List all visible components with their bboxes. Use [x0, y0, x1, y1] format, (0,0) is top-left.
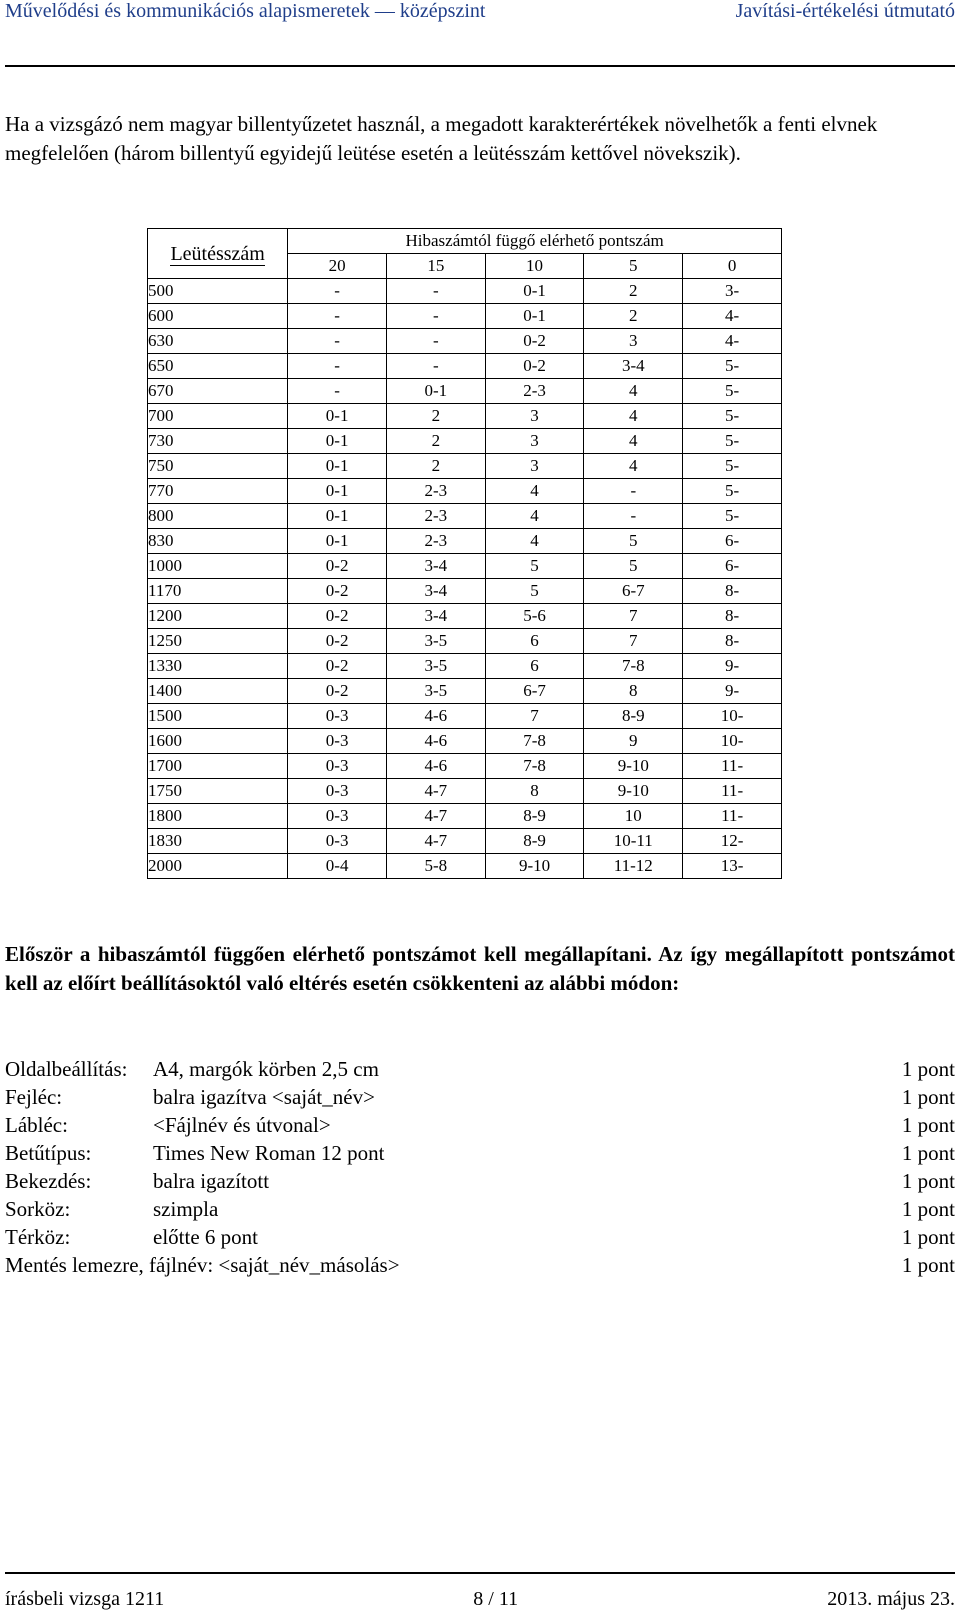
points-cell: -	[288, 304, 387, 329]
points-cell: 8-	[683, 604, 782, 629]
points-cell: 4-6	[386, 754, 485, 779]
points-cell: 7	[584, 604, 683, 629]
points-cell: -	[288, 379, 387, 404]
points-cell: 2-3	[485, 379, 584, 404]
page-header	[5, 0, 955, 30]
table-row	[148, 804, 782, 829]
table-row	[148, 454, 782, 479]
keystroke-cell: 1200	[148, 604, 288, 629]
table-row	[148, 779, 782, 804]
points-cell: 5-	[683, 354, 782, 379]
deduction-row	[5, 1055, 955, 1083]
score-table	[147, 228, 782, 879]
points-cell: -	[584, 479, 683, 504]
points-cell: 3-5	[386, 654, 485, 679]
points-cell: 0-2	[288, 629, 387, 654]
points-cell: 4-6	[386, 704, 485, 729]
header-subject: Művelődési és kommunikációs alapismeretek — középszint	[5, 0, 486, 22]
points-cell: 4	[485, 504, 584, 529]
points-cell: 0-2	[288, 579, 387, 604]
deduction-points: 1 pont	[901, 1197, 955, 1221]
points-cell: 3-4	[386, 604, 485, 629]
keystroke-cell: 2000	[148, 854, 288, 879]
table-row	[148, 479, 782, 504]
deduction-row	[5, 1111, 955, 1139]
keystroke-cell: 650	[148, 354, 288, 379]
intro-paragraph: Ha a vizsgázó nem magyar billentyűzetet használ, a megadott karakterértékek növelhetők a fenti elvnek megfelelően (három billentyű egyidejű leütése esetén a leütésszám kettővel növekszik).	[5, 112, 878, 165]
points-cell: 10-	[683, 704, 782, 729]
deduction-label: Térköz:	[5, 1225, 71, 1249]
deduction-label: Betűtípus:	[5, 1141, 92, 1165]
keystroke-cell: 1700	[148, 754, 288, 779]
points-cell: 4	[485, 479, 584, 504]
keystroke-cell: 830	[148, 529, 288, 554]
deduction-row	[5, 1167, 955, 1195]
points-cell: 8-	[683, 629, 782, 654]
deduction-points: 1 pont	[901, 1225, 955, 1249]
points-cell: 8-9	[584, 704, 683, 729]
points-cell: 2	[386, 454, 485, 479]
points-cell: 10-	[683, 729, 782, 754]
points-cell: 6-7	[485, 679, 584, 704]
deduction-value: előtte 6 pont	[153, 1225, 258, 1249]
points-cell: 3-5	[386, 679, 485, 704]
points-cell: 8-9	[485, 804, 584, 829]
keystroke-cell: 1250	[148, 629, 288, 654]
points-cell: 5	[584, 554, 683, 579]
points-cell: 5-	[683, 454, 782, 479]
keystroke-cell: 1000	[148, 554, 288, 579]
footer-date: 2013. május 23.	[827, 1588, 955, 1610]
points-cell: 5-	[683, 429, 782, 454]
points-cell: 11-	[683, 804, 782, 829]
points-cell: 6-	[683, 529, 782, 554]
points-cell: 5-	[683, 379, 782, 404]
points-cell: 11-	[683, 754, 782, 779]
keystroke-cell: 1500	[148, 704, 288, 729]
points-cell: 0-1	[288, 404, 387, 429]
table-row	[148, 329, 782, 354]
footer-exam-code: írásbeli vizsga 1211	[5, 1588, 165, 1610]
points-cell: 7-8	[485, 729, 584, 754]
points-cell: 9-10	[485, 854, 584, 879]
deduction-label: Sorköz:	[5, 1197, 71, 1221]
points-cell: 0-3	[288, 729, 387, 754]
points-cell: -	[386, 329, 485, 354]
points-cell: 4-7	[386, 804, 485, 829]
points-cell: 4	[584, 454, 683, 479]
points-cell: 5-	[683, 504, 782, 529]
points-cell: 9-	[683, 654, 782, 679]
table-row	[148, 854, 782, 879]
table-row	[148, 579, 782, 604]
keystroke-cell: 1800	[148, 804, 288, 829]
points-cell: 11-12	[584, 854, 683, 879]
deduction-value: balra igazítva <saját_név>	[153, 1085, 375, 1109]
table-row	[148, 679, 782, 704]
points-cell: 0-1	[288, 429, 387, 454]
table-row	[148, 504, 782, 529]
keystroke-cell: 700	[148, 404, 288, 429]
keystroke-column-header: Leütésszám	[148, 229, 288, 279]
points-cell: 7	[485, 704, 584, 729]
keystroke-cell: 600	[148, 304, 288, 329]
points-cell: 8-9	[485, 829, 584, 854]
points-cell: 8	[485, 779, 584, 804]
points-cell: 0-2	[288, 554, 387, 579]
points-cell: 0-1	[288, 479, 387, 504]
deduction-points: 1 pont	[901, 1057, 955, 1081]
keystroke-cell: 800	[148, 504, 288, 529]
deduction-value: szimpla	[153, 1197, 219, 1221]
points-cell: 0-3	[288, 804, 387, 829]
points-cell: 3	[485, 429, 584, 454]
points-cell: 0-3	[288, 779, 387, 804]
points-cell: 3-4	[584, 354, 683, 379]
points-cell: 2	[584, 279, 683, 304]
points-cell: 0-1	[386, 379, 485, 404]
error-points-header: Hibaszámtól függő elérhető pontszám	[288, 229, 782, 254]
deduction-row-save	[5, 1251, 955, 1279]
keystroke-cell: 500	[148, 279, 288, 304]
header-divider	[5, 65, 955, 67]
deduction-value: balra igazított	[153, 1169, 270, 1193]
table-row	[148, 379, 782, 404]
points-cell: 3-4	[386, 579, 485, 604]
points-cell: 13-	[683, 854, 782, 879]
points-cell: -	[288, 354, 387, 379]
points-cell: 4	[584, 379, 683, 404]
deduction-row	[5, 1195, 955, 1223]
deduction-label: Fejléc:	[5, 1085, 63, 1109]
points-cell: 5-	[683, 404, 782, 429]
points-cell: 0-3	[288, 704, 387, 729]
points-cell: 0-1	[485, 304, 584, 329]
deduction-list	[5, 1055, 955, 1279]
points-cell: 9	[584, 729, 683, 754]
keystroke-cell: 770	[148, 479, 288, 504]
points-cell: -	[386, 354, 485, 379]
table-row	[148, 429, 782, 454]
keystroke-cell: 730	[148, 429, 288, 454]
points-cell: 4-7	[386, 779, 485, 804]
deduction-save-label: Mentés lemezre, fájlnév: <saját_név_másolás>	[5, 1253, 400, 1277]
deduction-label: Bekezdés:	[5, 1169, 92, 1193]
error-count-column-10: 10	[485, 254, 584, 279]
table-row	[148, 654, 782, 679]
points-cell: 4-6	[386, 729, 485, 754]
points-cell: 11-	[683, 779, 782, 804]
deduction-points: 1 pont	[901, 1141, 955, 1165]
points-cell: 4	[584, 404, 683, 429]
keystroke-cell: 1750	[148, 779, 288, 804]
points-cell: 5	[584, 529, 683, 554]
deduction-row	[5, 1139, 955, 1167]
points-cell: 9-10	[584, 779, 683, 804]
keystroke-cell: 670	[148, 379, 288, 404]
table-row	[148, 829, 782, 854]
error-count-column-15: 15	[386, 254, 485, 279]
points-cell: 0-4	[288, 854, 387, 879]
table-row	[148, 354, 782, 379]
table-row	[148, 754, 782, 779]
error-count-column-0: 0	[683, 254, 782, 279]
deduction-label: Oldalbeállítás:	[5, 1057, 128, 1081]
points-cell: 4	[584, 429, 683, 454]
points-cell: 4-	[683, 329, 782, 354]
table-row	[148, 729, 782, 754]
footer-page-number: 8 / 11	[473, 1588, 519, 1610]
keystroke-cell: 1170	[148, 579, 288, 604]
instruction-paragraph: Először a hibaszámtól függően elérhető pontszámot kell megállapítani. Az így megállapított pontszámot kell az előírt beállításoktól való eltérés esetén csökkenteni az alábbi módon:	[5, 942, 955, 995]
header-document-type: Javítási-értékelési útmutató	[735, 0, 955, 22]
deduction-points: 1 pont	[901, 1169, 955, 1193]
deduction-points: 1 pont	[901, 1113, 955, 1137]
points-cell: 0-1	[288, 529, 387, 554]
points-cell: 0-1	[485, 279, 584, 304]
points-cell: 6	[485, 654, 584, 679]
table-row	[148, 604, 782, 629]
points-cell: 5	[485, 554, 584, 579]
points-cell: 3	[485, 404, 584, 429]
points-cell: 4-7	[386, 829, 485, 854]
points-cell: 6-7	[584, 579, 683, 604]
keystroke-cell: 1400	[148, 679, 288, 704]
error-count-column-20: 20	[288, 254, 387, 279]
points-cell: 0-2	[288, 604, 387, 629]
points-cell: 7-8	[584, 654, 683, 679]
deduction-label: Lábléc:	[5, 1113, 68, 1137]
points-cell: 2	[584, 304, 683, 329]
points-cell: 3-4	[386, 554, 485, 579]
keystroke-cell: 1830	[148, 829, 288, 854]
footer-divider	[5, 1572, 955, 1574]
points-cell: -	[386, 304, 485, 329]
deduction-row	[5, 1223, 955, 1251]
points-cell: 2-3	[386, 479, 485, 504]
points-cell: 3	[485, 454, 584, 479]
error-count-column-5: 5	[584, 254, 683, 279]
points-cell: 8	[584, 679, 683, 704]
deduction-value: A4, margók körben 2,5 cm	[153, 1057, 379, 1081]
points-cell: 6	[485, 629, 584, 654]
points-cell: 2-3	[386, 504, 485, 529]
points-cell: 0-2	[485, 329, 584, 354]
table-row	[148, 279, 782, 304]
points-cell: -	[288, 279, 387, 304]
table-row	[148, 404, 782, 429]
points-cell: 3	[584, 329, 683, 354]
keystroke-cell: 750	[148, 454, 288, 479]
points-cell: 0-1	[288, 504, 387, 529]
points-cell: -	[288, 329, 387, 354]
points-cell: 2	[386, 429, 485, 454]
deduction-save-points: 1 pont	[901, 1253, 955, 1277]
table-row	[148, 554, 782, 579]
points-cell: 3-	[683, 279, 782, 304]
deduction-value: Times New Roman 12 pont	[153, 1141, 385, 1165]
points-cell: 6-	[683, 554, 782, 579]
points-cell: 4-	[683, 304, 782, 329]
points-cell: 7	[584, 629, 683, 654]
points-cell: 2-3	[386, 529, 485, 554]
points-cell: 5-6	[485, 604, 584, 629]
points-cell: 7-8	[485, 754, 584, 779]
table-row	[148, 629, 782, 654]
score-table-header-row	[148, 229, 782, 254]
points-cell: 0-3	[288, 829, 387, 854]
deduction-points: 1 pont	[901, 1085, 955, 1109]
points-cell: 8-	[683, 579, 782, 604]
points-cell: 5-8	[386, 854, 485, 879]
points-cell: 9-10	[584, 754, 683, 779]
points-cell: 0-2	[288, 679, 387, 704]
points-cell: 2	[386, 404, 485, 429]
deduction-value: <Fájlnév és útvonal>	[153, 1113, 331, 1137]
keystroke-cell: 1600	[148, 729, 288, 754]
points-cell: 0-2	[485, 354, 584, 379]
page-footer	[5, 1588, 955, 1614]
deduction-row	[5, 1083, 955, 1111]
points-cell: 5	[485, 579, 584, 604]
table-row	[148, 529, 782, 554]
keystroke-cell: 1330	[148, 654, 288, 679]
points-cell: 0-2	[288, 654, 387, 679]
score-table-body	[148, 279, 782, 879]
points-cell: 3-5	[386, 629, 485, 654]
points-cell: 5-	[683, 479, 782, 504]
keystroke-cell: 630	[148, 329, 288, 354]
points-cell: 10	[584, 804, 683, 829]
points-cell: -	[584, 504, 683, 529]
points-cell: 12-	[683, 829, 782, 854]
table-row	[148, 304, 782, 329]
points-cell: -	[386, 279, 485, 304]
points-cell: 4	[485, 529, 584, 554]
points-cell: 0-1	[288, 454, 387, 479]
points-cell: 9-	[683, 679, 782, 704]
points-cell: 10-11	[584, 829, 683, 854]
table-row	[148, 704, 782, 729]
points-cell: 0-3	[288, 754, 387, 779]
